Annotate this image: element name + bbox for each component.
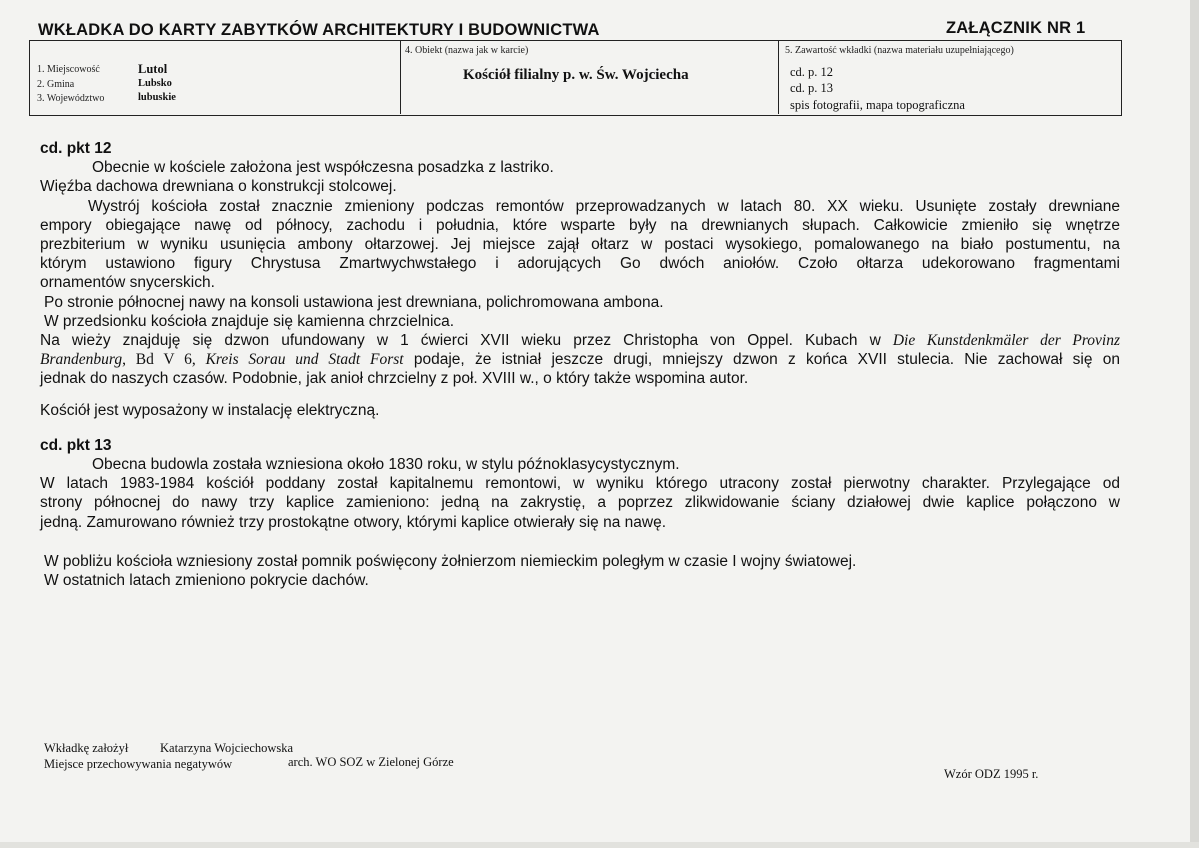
paragraph: W ostatnich latach zmieniono pokrycie dachów. xyxy=(44,572,369,590)
paragraph xyxy=(40,197,1120,293)
text-line xyxy=(40,350,1120,369)
paragraph: W pobliżu kościoła wzniesiony został pomnik poświęcony żołnierzom niemieckim poległym w czasie I wojny światowej. xyxy=(44,552,857,570)
scan-edge-bottom xyxy=(0,842,1199,848)
text-line: prezbiterium w wyniku usunięcia ambony ołtarzowej. Jej miejsce zajął ołtarz w postaci wysokiego, pomalowanego na biało postumentu, na xyxy=(40,236,1120,254)
text-line: którym ustawiono figury Chrystusa Zmartwychwstałego i adorujących Go dwóch aniołów. Czoło ołtarza udekorowano fragmentami xyxy=(40,255,1120,273)
table-divider xyxy=(778,41,779,114)
text-line: Wystrój kościoła został znacznie zmieniony podczas remontów przeprowadzanych w latach 80. XX wieku. Usunięte zostały drewniane xyxy=(88,197,1120,215)
contents-item: cd. p. 12 xyxy=(790,65,834,79)
contents-item: cd. p. 13 xyxy=(790,81,834,95)
document-title: WKŁADKA DO KARTY ZABYTKÓW ARCHITEKTURY I BUDOWNICTWA xyxy=(38,21,600,39)
object-name: Kościół filialny p. w. Św. Wojciecha xyxy=(463,67,689,83)
paragraph: Obecna budowla została wzniesiona około 1830 roku, w stylu późnoklasycystycznym. xyxy=(92,456,680,474)
field-value-voivodeship: lubuskie xyxy=(138,92,176,103)
template-version: Wzór ODZ 1995 r. xyxy=(944,767,1039,781)
contents-label: 5. Zawartość wkładki (nazwa materiału uzupełniającego) xyxy=(785,45,1014,56)
text-line xyxy=(40,331,1120,350)
metadata-table xyxy=(29,40,1122,116)
attachment-number: ZAŁĄCZNIK NR 1 xyxy=(946,19,1086,37)
text-span: , Bd V 6, xyxy=(122,351,206,369)
book-title: Brandenburg xyxy=(40,351,123,369)
text-span: Na wieży znajduję się dzwon ufundowany w 1 ćwierci XVII wieku przez Christopha von Oppel. Kubach w xyxy=(40,332,893,350)
contents-item: spis fotografii, mapa topograficzna xyxy=(790,98,965,112)
field-label-commune: 2. Gmina xyxy=(37,79,75,90)
paragraph: Po stronie północnej nawy na konsoli ustawiona jest drewniana, polichromowana ambona. xyxy=(44,293,664,311)
storage-label: Miejsce przechowywania negatywów xyxy=(44,757,233,771)
document-body xyxy=(40,139,1120,590)
text-span: podaje, że istniał jeszcze drugi, mniejszy dzwon z końca XVII stulecia. Nie zachował się on xyxy=(403,351,1120,369)
founder-name: Katarzyna Wojciechowska xyxy=(160,741,294,755)
text-line: ornamentów snycerskich. xyxy=(40,274,215,292)
text-line: strony północnej do nawy trzy kaplice zamieniono: jedną na zakrystię, a poprzez zlikwidowanie ściany działowej dwie kaplice połączono w xyxy=(40,494,1120,512)
field-label-locality: 1. Miejscowość xyxy=(37,64,100,75)
table-divider xyxy=(400,41,401,114)
book-title: Die Kunstdenkmäler der Provinz xyxy=(892,332,1120,350)
scan-edge-right xyxy=(1190,0,1199,848)
field-label-voivodeship: 3. Województwo xyxy=(37,93,105,104)
text-line: jednak do naszych czasów. Podobnie, jak anioł chrzcielny z poł. XVIII w., o który także wspomina autor. xyxy=(40,370,749,388)
text-line: empory obiegające nawę od północy, zachodu i południa, które wsparte były na drewnianych słupach. Całkowicie zmieniło się wnętrze xyxy=(40,216,1120,234)
text-line: jedną. Zamurowano również trzy prostokątne otwory, którymi kaplice otwierały się na nawę. xyxy=(40,513,667,531)
paragraph: Kościół jest wyposażony w instalację elektryczną. xyxy=(40,401,380,419)
field-value-locality: Lutol xyxy=(138,62,168,76)
paragraph: W przedsionku kościoła znajduje się kamienna chrzcielnica. xyxy=(44,312,455,330)
text-line: W latach 1983-1984 kościół poddany został kapitalnemu remontowi, w wyniku którego utracony został pierwotny charakter. Przylegające od xyxy=(40,475,1120,493)
object-label: 4. Obiekt (nazwa jak w karcie) xyxy=(405,45,529,56)
storage-location: arch. WO SOZ w Zielonej Górze xyxy=(288,755,454,769)
founder-label: Wkładkę założył xyxy=(44,741,129,755)
paragraph: Obecnie w kościele założona jest współczesna posadzka z lastriko. xyxy=(92,159,554,177)
paragraph xyxy=(40,331,1120,389)
field-value-commune: Lubsko xyxy=(138,78,172,89)
paragraph xyxy=(40,474,1120,532)
section-heading-13: cd. pkt 13 xyxy=(40,436,112,454)
paragraph: Więźba dachowa drewniana o konstrukcji stolcowej. xyxy=(40,178,397,196)
book-title: Kreis Sorau und Stadt Forst xyxy=(205,351,404,369)
section-heading-12: cd. pkt 12 xyxy=(40,140,112,157)
